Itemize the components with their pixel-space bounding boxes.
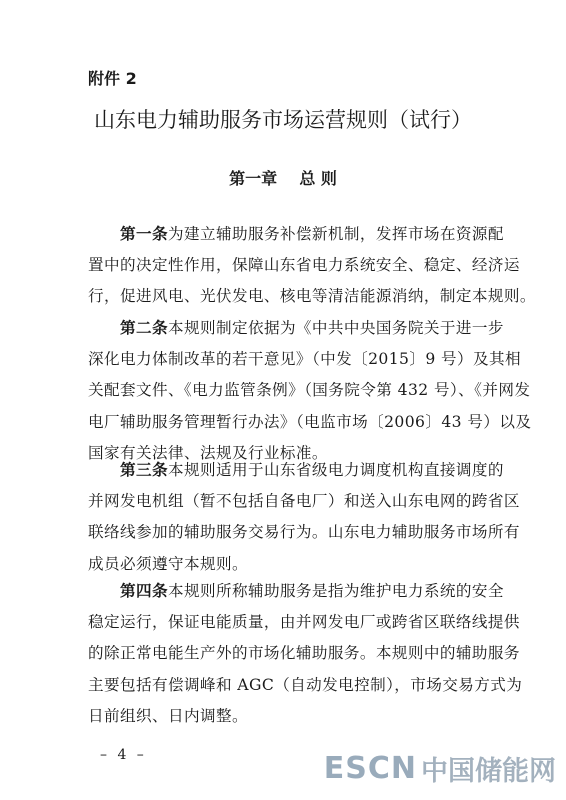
article-4 — [88, 576, 523, 732]
article-1-text-1: 为建立辅助服务补偿新机制，发挥市场在资源配 — [167, 225, 504, 243]
article-2-line-1 — [88, 313, 504, 344]
article-1 — [88, 219, 536, 313]
article-4-line-5: 日前组织、日内调整。 — [88, 706, 248, 725]
article-1-line-1 — [88, 219, 504, 250]
watermark-chinese: 中国储能网 — [421, 756, 556, 787]
article-4-line-3: 的除正常电能生产外的市场化辅助服务。本规则中的辅助服务 — [88, 644, 520, 663]
article-2-label: 第二条 — [120, 319, 168, 337]
article-3-label: 第三条 — [120, 461, 168, 479]
article-2-line-3: 关配套文件、《电力监管条例》（国务院令第 432 号）、《并网发 — [88, 381, 531, 400]
article-1-line-2: 置中的决定性作用，保障山东省电力系统安全、稳定、经济运 — [88, 256, 520, 275]
article-4-label: 第四条 — [120, 582, 168, 600]
article-1-label: 第一条 — [120, 225, 168, 243]
article-4-line-1 — [88, 576, 504, 607]
chapter-heading-text: 第一章 总 则 — [229, 169, 337, 188]
article-2-text-1: 本规则制定依据为《中共中央国务院关于进一步 — [167, 319, 504, 337]
article-3-line-2: 并网发电机组（暂不包括自备电厂）和送入山东电网的跨省区 — [88, 492, 520, 511]
attachment-label: 附件 2 — [88, 69, 137, 88]
article-3-line-3: 联络线参加的辅助服务交易行为。山东电力辅助服务市场所有 — [88, 523, 520, 542]
article-2-line-4: 电厂辅助服务管理暂行办法》（电监市场〔2006〕43 号）以及 — [88, 412, 532, 431]
article-4-text-1: 本规则所称辅助服务是指为维护电力系统的安全 — [167, 582, 504, 600]
chapter-heading — [0, 166, 566, 189]
article-2-line-5: 国家有关法律、法规及行业标准。 — [88, 443, 328, 462]
article-3-line-4: 成员必须遵守本规则。 — [88, 554, 248, 573]
watermark-latin: ESCN — [323, 751, 417, 786]
article-3 — [88, 455, 520, 580]
article-3-line-1 — [88, 455, 504, 486]
document-title: 山东电力辅助服务市场运营规则（试行） — [94, 108, 472, 132]
article-4-line-4: 主要包括有偿调峰和 AGC（自动发电控制），市场交易方式为 — [88, 675, 523, 694]
page-number: – 4 – — [100, 747, 147, 763]
article-4-line-2: 稳定运行，保证电能质量，由并网发电厂或跨省区联络线提供 — [88, 613, 520, 632]
article-2-line-2: 深化电力体制改革的若干意见》（中发〔2015〕9 号）及其相 — [88, 350, 522, 369]
article-1-line-3: 行，促进风电、光伏发电、核电等清洁能源消纳，制定本规则。 — [88, 287, 536, 306]
article-2 — [88, 313, 532, 469]
escn-watermark-logo — [324, 749, 556, 788]
article-3-text-1: 本规则适用于山东省级电力调度机构直接调度的 — [167, 461, 504, 479]
